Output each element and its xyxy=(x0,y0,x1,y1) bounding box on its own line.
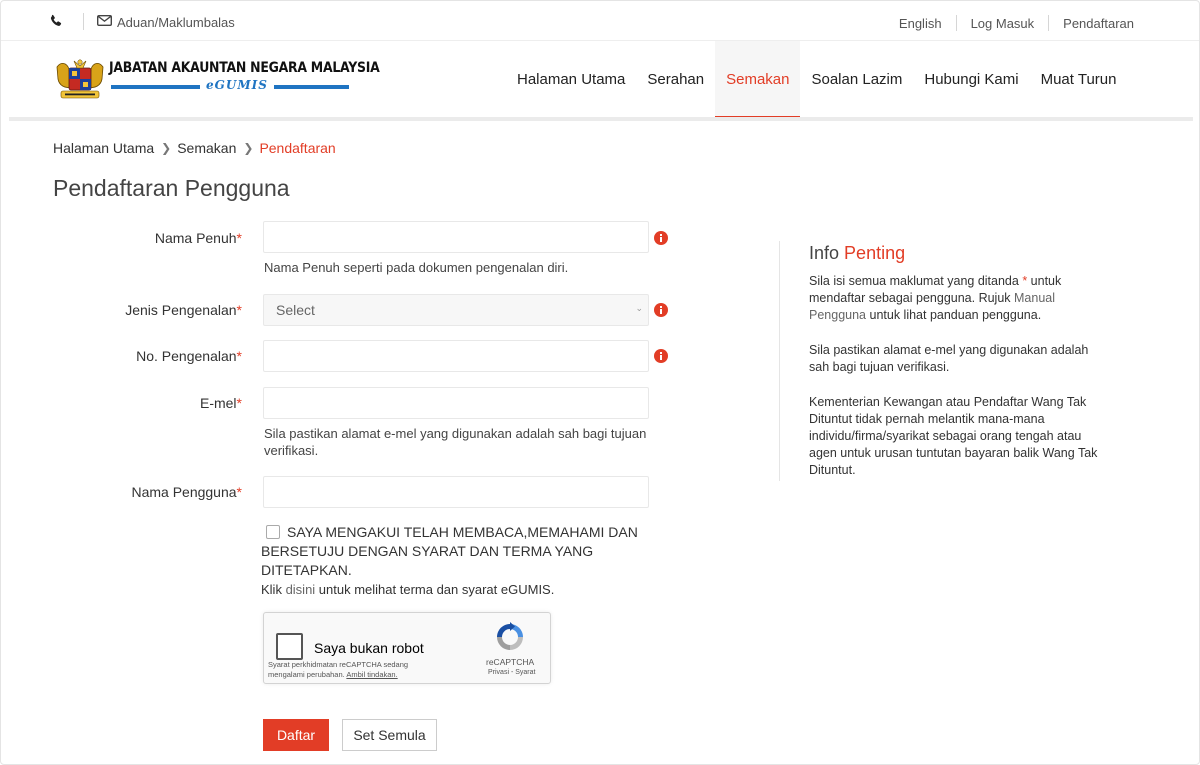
info-title-accent: Penting xyxy=(844,243,906,263)
label-text: Jenis Pengenalan xyxy=(125,302,237,318)
recaptcha-label: Saya bukan robot xyxy=(314,640,424,656)
phone-icon[interactable] xyxy=(49,14,63,28)
topbar-divider xyxy=(1048,15,1049,31)
topbar-divider xyxy=(83,13,84,30)
recaptcha-notice-line xyxy=(268,670,408,680)
chevron-right-icon: ❯ xyxy=(243,141,254,155)
daftar-button[interactable]: Daftar xyxy=(263,719,329,751)
manual-pengguna-link[interactable]: Manual Pengguna xyxy=(809,291,1056,322)
nama-pengguna-label xyxy=(131,484,242,500)
info-text: Sila isi semua maklumat yang ditanda xyxy=(809,274,1023,288)
chevron-right-icon: ❯ xyxy=(161,141,172,155)
english-link[interactable]: English xyxy=(898,15,942,31)
required-marker: * xyxy=(236,395,242,411)
recaptcha-notice-text: mengalami perubahan. xyxy=(268,670,345,679)
recaptcha-logo-icon xyxy=(494,621,526,653)
breadcrumb xyxy=(53,140,336,156)
recaptcha-privacy-link[interactable]: Privasi - Syarat xyxy=(488,669,536,676)
info-title-plain: Info xyxy=(809,243,840,263)
select-value: Select xyxy=(276,302,315,318)
info-paragraph: Kementerian Kewangan atau Pendaftar Wang Tak Dituntut tidak pernah melantik mana-mana individu/firma/syarikat sebagai orang tengah atau agen untuk urusan tuntutan bayaran balik Wang Tak Dituntut. xyxy=(809,395,1098,477)
required-marker: * xyxy=(236,230,242,246)
info-paragraph xyxy=(809,273,1104,324)
required-marker: * xyxy=(236,484,242,500)
info-icon[interactable] xyxy=(654,231,668,245)
info-paragraph: Sila pastikan alamat e-mel yang digunakan adalah sah bagi tujuan verifikasi. xyxy=(809,343,1089,374)
jenis-pengenalan-label xyxy=(125,302,242,318)
terms-line xyxy=(261,582,554,597)
label-text: E-mel xyxy=(199,395,237,411)
recaptcha-notice-line: Syarat perkhidmatan reCAPTCHA sedang xyxy=(268,660,409,669)
coat-of-arms-icon xyxy=(53,57,107,103)
recaptcha-checkbox[interactable] xyxy=(276,633,303,660)
top-bar xyxy=(1,1,1200,41)
breadcrumb-item[interactable]: Halaman Utama xyxy=(53,140,155,156)
terms-prefix: Klik xyxy=(261,582,286,597)
nav-semakan[interactable]: Semakan xyxy=(715,41,800,118)
log-masuk-link[interactable]: Log Masuk xyxy=(970,15,1035,31)
emel-label xyxy=(200,395,242,411)
nav-halaman-utama[interactable]: Halaman Utama xyxy=(517,71,626,88)
recaptcha-notice xyxy=(268,660,408,680)
topbar-divider xyxy=(956,15,957,31)
site-header xyxy=(1,41,1200,118)
no-pengenalan-input[interactable] xyxy=(263,340,649,372)
page-title: Pendaftaran Pengguna xyxy=(53,175,290,201)
recaptcha-widget xyxy=(263,612,551,684)
info-text: untuk mendaftar sebagai pengguna. Rujuk xyxy=(809,274,1062,305)
info-panel-title xyxy=(809,243,905,264)
emel-help-line: Sila pastikan alamat e-mel yang digunakan adalah sah bagi tujuan xyxy=(264,426,647,441)
logo-title: JABATAN AKAUNTAN NEGARA MALAYSIA xyxy=(109,60,380,76)
header-divider xyxy=(9,117,1193,121)
nav-serahan[interactable]: Serahan xyxy=(647,71,705,88)
emel-help-line: verifikasi. xyxy=(264,443,319,458)
no-pengenalan-label xyxy=(136,348,242,364)
agree-text: SAYA MENGAKUI TELAH MEMBACA,MEMAHAMI DAN BERSETUJU DENGAN SYARAT DAN TERMA YANG DITETAPKAN. xyxy=(261,524,638,578)
required-marker: * xyxy=(236,348,242,364)
nama-penuh-help: Nama Penuh seperti pada dokumen pengenalan diri. xyxy=(264,260,569,275)
nav-muat-turun[interactable]: Muat Turun xyxy=(1040,71,1117,88)
breadcrumb-current: Pendaftaran xyxy=(259,140,336,156)
emel-help xyxy=(264,425,646,459)
required-marker: * xyxy=(1022,274,1028,288)
jenis-pengenalan-select[interactable] xyxy=(263,294,649,326)
info-panel xyxy=(779,241,1099,481)
main-nav xyxy=(506,41,1127,118)
aduan-link[interactable]: Aduan/Maklumbalas xyxy=(117,15,235,30)
recaptcha-brand: reCAPTCHA xyxy=(486,657,535,667)
required-marker: * xyxy=(236,302,242,318)
set-semula-button[interactable]: Set Semula xyxy=(342,719,437,751)
chevron-down-icon: ⌄ xyxy=(635,303,643,313)
nama-pengguna-input[interactable] xyxy=(263,476,649,508)
site-logo[interactable] xyxy=(53,57,380,103)
terms-link[interactable]: disini xyxy=(285,582,316,597)
agree-checkbox[interactable] xyxy=(266,525,280,539)
pendaftaran-link[interactable]: Pendaftaran xyxy=(1063,15,1134,31)
breadcrumb-item[interactable]: Semakan xyxy=(177,140,237,156)
label-text: No. Pengenalan xyxy=(136,348,237,364)
mail-icon[interactable] xyxy=(97,15,112,26)
nama-penuh-label xyxy=(155,230,242,246)
label-text: Nama Penuh xyxy=(154,230,237,246)
info-icon[interactable] xyxy=(654,349,668,363)
nama-penuh-input[interactable] xyxy=(263,221,649,253)
topbar-links xyxy=(899,15,1134,31)
recaptcha-action-link[interactable]: Ambil tindakan. xyxy=(346,670,398,679)
label-text: Nama Pengguna xyxy=(131,484,237,500)
emel-input[interactable] xyxy=(263,387,649,419)
info-icon[interactable] xyxy=(654,303,668,317)
info-text: untuk lihat panduan pengguna. xyxy=(866,308,1042,322)
nav-soalan-lazim[interactable]: Soalan Lazim xyxy=(811,71,903,88)
agree-row xyxy=(261,523,661,580)
terms-suffix: untuk melihat terma dan syarat eGUMIS. xyxy=(315,582,555,597)
nav-hubungi-kami[interactable]: Hubungi Kami xyxy=(924,71,1019,88)
logo-subtitle: eGUMIS xyxy=(200,78,274,92)
